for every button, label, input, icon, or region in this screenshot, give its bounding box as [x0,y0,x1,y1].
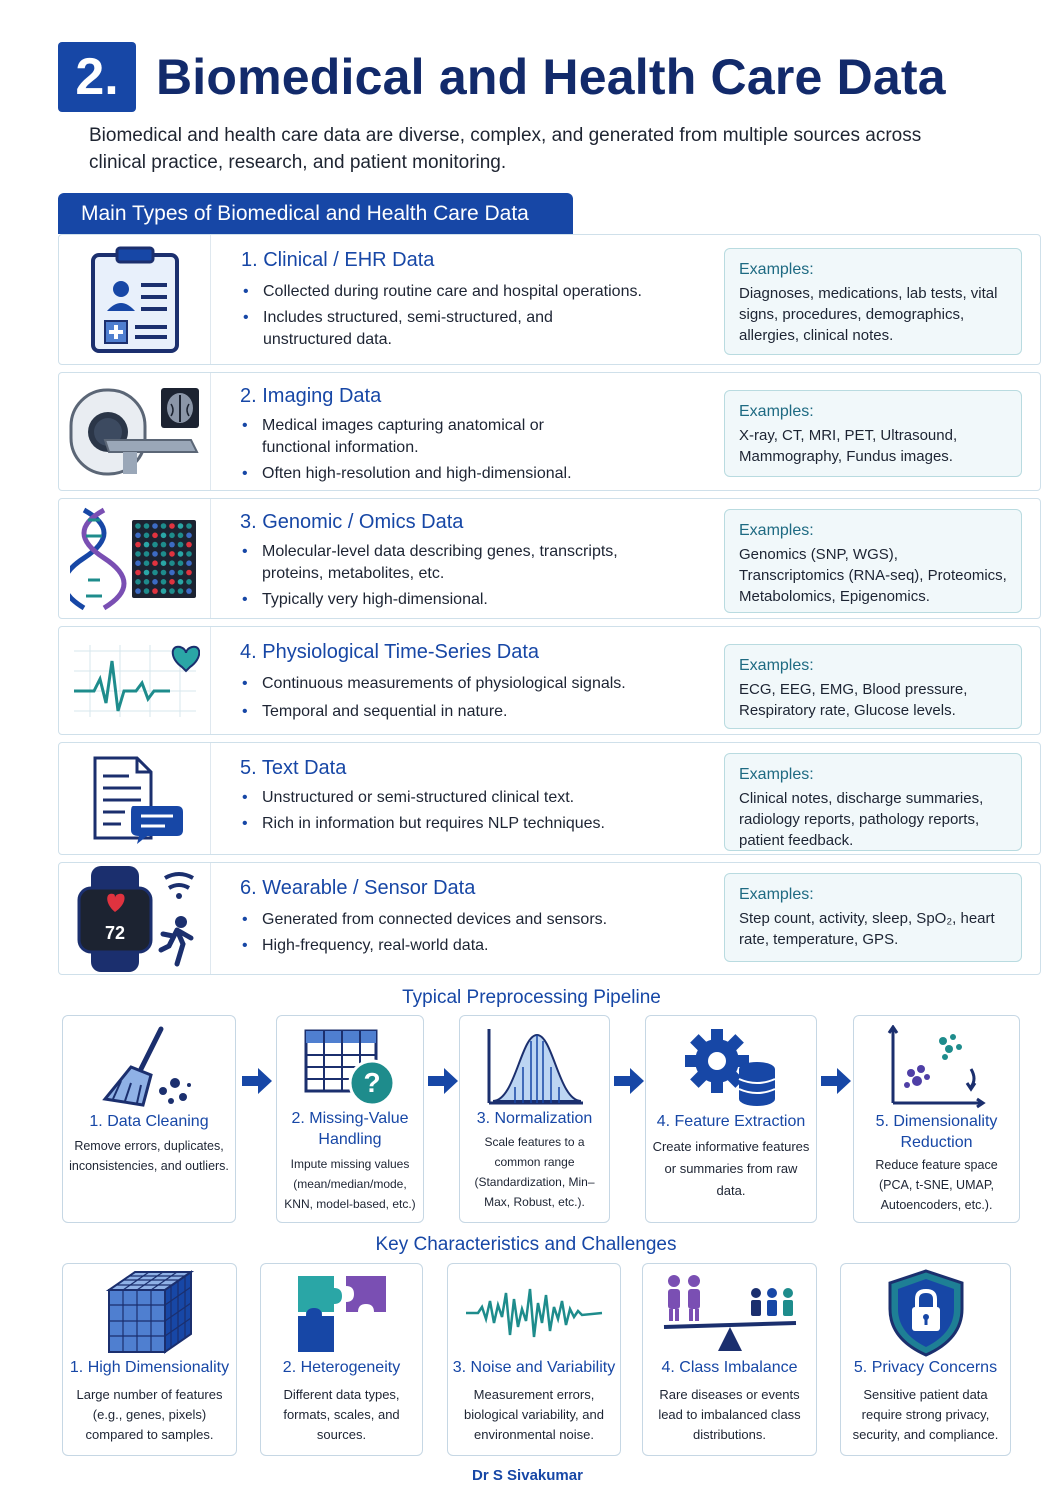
type-title: 2. Imaging Data [240,385,382,407]
pipeline-step-desc: Reduce feature space (PCA, t-SNE, UMAP, Autoencoders, etc.). [875,1158,998,1212]
scatter-reduction-icon [854,1022,1019,1112]
type-bullet: • Rich in information but requires NLP techniques. [240,813,680,835]
pipeline-step-missing-values [276,1015,424,1223]
type-bullet: • Includes structured, semi-structured, and unstructured data. [241,307,601,351]
shield-lock-icon [841,1268,1010,1358]
examples-box [724,644,1022,729]
gear-database-icon [646,1022,816,1112]
type-bullet: • Continuous measurements of physiological signals. [240,673,680,695]
page-title: Biomedical and Health Care Data [156,49,946,105]
characteristic-title: 3. Noise and Variability [452,1359,616,1376]
smartwatch-icon [59,863,211,974]
type-bullet: • Molecular-level data describing genes, transcripts, proteins, metabolites, etc. [240,541,660,585]
pipeline-heading: Typical Preprocessing Pipeline [402,987,661,1008]
watch-value: 72 [104,922,125,943]
heartbeat-icon [59,627,211,734]
examples-label: Examples: [739,522,814,539]
characteristic-desc: Large number of features (e.g., genes, pixels) compared to samples. [76,1387,223,1442]
pipeline-step-title: 5. Dimensionality Reduction [875,1113,998,1151]
type-row-imaging [58,372,1041,491]
characteristic-title: 5. Privacy Concerns [853,1359,998,1376]
type-bullet: • High-frequency, real-world data. [240,935,680,957]
characteristic-noise-variability [447,1263,621,1456]
pipeline-step-title: 3. Normalization [476,1110,593,1127]
type-row-genomic [58,498,1041,619]
clipboard-icon [59,235,211,364]
type-bullet: • Medical images capturing anatomical or functional information. [240,415,560,459]
author-credit: Dr S Sivakumar [472,1467,583,1484]
type-title: 6. Wearable / Sensor Data [240,877,476,899]
arrow-right-icon [614,1068,644,1094]
type-bullet: • Collected during routine care and hospital operations. [241,281,681,303]
characteristic-class-imbalance [642,1263,817,1456]
mri-scanner-icon [59,373,211,490]
arrow-right-icon [428,1068,458,1094]
pipeline-step-dimensionality-reduction [853,1015,1020,1223]
examples-box [724,248,1022,355]
noise-wave-icon [448,1268,620,1358]
examples-text: Diagnoses, medications, lab tests, vital signs, procedures, demographics, allergies, clinical notes. [739,285,998,344]
cube-grid-icon [63,1268,236,1358]
characteristic-desc: Sensitive patient data require strong privacy, security, and compliance. [852,1387,999,1442]
broom-icon [63,1022,235,1112]
examples-text: X-ray, CT, MRI, PET, Ultrasound, Mammography, Fundus images. [739,427,958,465]
examples-text: Step count, activity, sleep, SpO₂, heart rate, temperature, GPS. [739,910,995,948]
document-chat-icon [59,743,211,854]
characteristic-high-dimensionality [62,1263,237,1456]
type-bullet: • Typically very high-dimensional. [240,589,680,611]
examples-text: Clinical notes, discharge summaries, radiology reports, pathology reports, patient feedback. [739,790,984,849]
characteristic-desc: Measurement errors, biological variability, and environmental noise. [464,1387,604,1442]
page-header [58,42,946,112]
examples-label: Examples: [739,657,814,674]
characteristic-heterogeneity [260,1263,423,1456]
pipeline-step-normalization [459,1015,610,1223]
type-row-wearable [58,862,1041,975]
examples-box [724,390,1022,477]
examples-text: ECG, EEG, EMG, Blood pressure, Respiratory rate, Glucose levels. [739,681,968,719]
arrow-right-icon [821,1068,851,1094]
type-title: 3. Genomic / Omics Data [240,511,464,533]
svg-text:?: ? [363,1067,381,1098]
table-question-icon [277,1022,423,1112]
examples-label: Examples: [739,886,814,903]
type-row-physiological [58,626,1041,735]
puzzle-icon [261,1268,422,1358]
examples-text: Genomics (SNP, WGS), Transcriptomics (RNA-seq), Proteomics, Metabolomics, Epigenomics. [739,546,1007,605]
examples-label: Examples: [739,261,814,278]
pipeline-step-desc: Impute missing values (mean/median/mode, KNN, model-based, etc.) [284,1157,416,1211]
characteristics-heading: Key Characteristics and Challenges [375,1234,677,1255]
type-title: 4. Physiological Time-Series Data [240,641,540,663]
examples-box [724,873,1022,962]
pipeline-step-feature-extraction [645,1015,817,1223]
section-number-badge: 2. [58,42,136,112]
pipeline-step-desc: Create informative features or summaries from raw data. [652,1139,810,1198]
arrow-right-icon [242,1068,272,1094]
pipeline-step-cleaning [62,1015,236,1223]
type-title: 1. Clinical / EHR Data [241,249,435,271]
examples-label: Examples: [739,403,814,420]
characteristic-privacy-concerns [840,1263,1011,1456]
examples-box [724,509,1022,613]
intro-text: Biomedical and health care data are diverse, complex, and generated from multiple sources across clinical practice, research, and patient monitoring. [89,125,922,173]
dna-icon [59,499,211,618]
examples-box [724,753,1022,851]
type-row-text [58,742,1041,855]
examples-label: Examples: [739,766,814,783]
characteristic-title: 4. Class Imbalance [661,1359,798,1376]
balance-icon [643,1268,816,1358]
characteristic-desc: Different data types, formats, scales, and sources. [283,1387,400,1442]
type-row-clinical [58,234,1041,365]
characteristic-title: 2. Heterogeneity [282,1359,401,1376]
pipeline-step-desc: Scale features to a common range (Standardization, Min–Max, Robust, etc.). [474,1135,595,1209]
pipeline-step-title: 4. Feature Extraction [656,1113,806,1130]
characteristic-title: 1. High Dimensionality [69,1359,230,1376]
characteristic-desc: Rare diseases or events lead to imbalanced class distributions. [658,1387,801,1442]
type-bullet: • Temporal and sequential in nature. [240,701,680,723]
types-section-heading: Main Types of Biomedical and Health Care Data [58,193,573,234]
pipeline-step-desc: Remove errors, duplicates, inconsistencies, and outliers. [69,1139,229,1173]
type-bullet: • Often high-resolution and high-dimensional. [240,463,680,485]
type-title: 5. Text Data [240,757,347,779]
bell-curve-icon [460,1022,609,1112]
pipeline-step-title: 1. Data Cleaning [89,1113,209,1130]
type-bullet: • Generated from connected devices and sensors. [240,909,680,931]
type-bullet: • Unstructured or semi-structured clinical text. [240,787,680,809]
pipeline-step-title: 2. Missing-Value Handling [291,1110,409,1148]
